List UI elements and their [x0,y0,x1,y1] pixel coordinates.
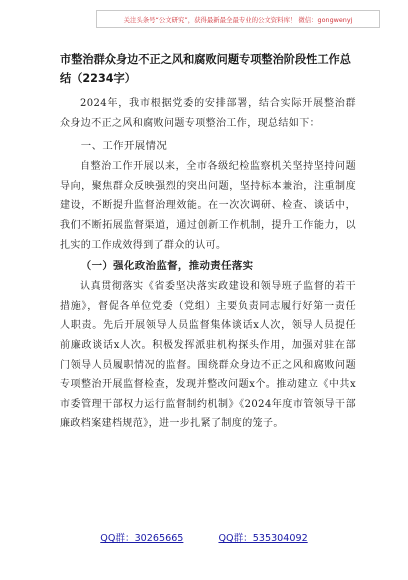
subsection-body: 认真贯彻落实《省委坚决落实政建设和领导班子监督的若干措施》，督促各单位党委（党组）主要负责同志履行好第一责任人职责。先后开展领导人员监督集体谈话x人次，领导人员提任前廉政谈话x人次。积极发挥派驻机构探头作用，加强对驻在部门领导人员履职情况的监督。围绕群众身边不正之风和腐败问题专项整治开展监督检查，发现并整改问题x个。推动建立《中共x市委管理干部权力运行监督制约机制》《2024年度市管领导干部廉政档案建档规范》，进一步扎紧了制度的笼子。 [60,281,356,430]
qq-group-link-2[interactable]: QQ群：535304092 [218,533,308,544]
intro-paragraph: 2024年，我市根据党委的安排部署，结合实际开展整治群众身边不正之风和腐败问题专项整治工作，现总结如下： [60,98,356,129]
section-heading: 一、工作开展情况 [80,140,168,153]
section-body: 自整治工作开展以来，全市各级纪检监察机关坚持坚持问题导向，聚焦群众反映强烈的突出问题，坚持标本兼治，注重制度建设，不断提升监督治理效能。在一次次调研、检查、谈话中，我们不断拓展监督渠道，通过创新工作机制，提升工作能力，以扎实的工作成效得到了群众的认可。 [60,161,356,251]
subsection-heading: （一）强化政治监督，推动责任落实 [80,260,254,273]
qq-group-link-1[interactable]: QQ群：30265665 [100,533,184,544]
document-page [60,50,356,434]
promo-banner: 关注头条号“公文研究”，获得最新最全最专业的公文资料库！ 微信：gongwenyj [96,10,380,28]
document-title: 市整治群众身边不正之风和腐败问题专项整治阶段性工作总结（2234字） [60,53,351,85]
footer-contacts [0,530,408,544]
